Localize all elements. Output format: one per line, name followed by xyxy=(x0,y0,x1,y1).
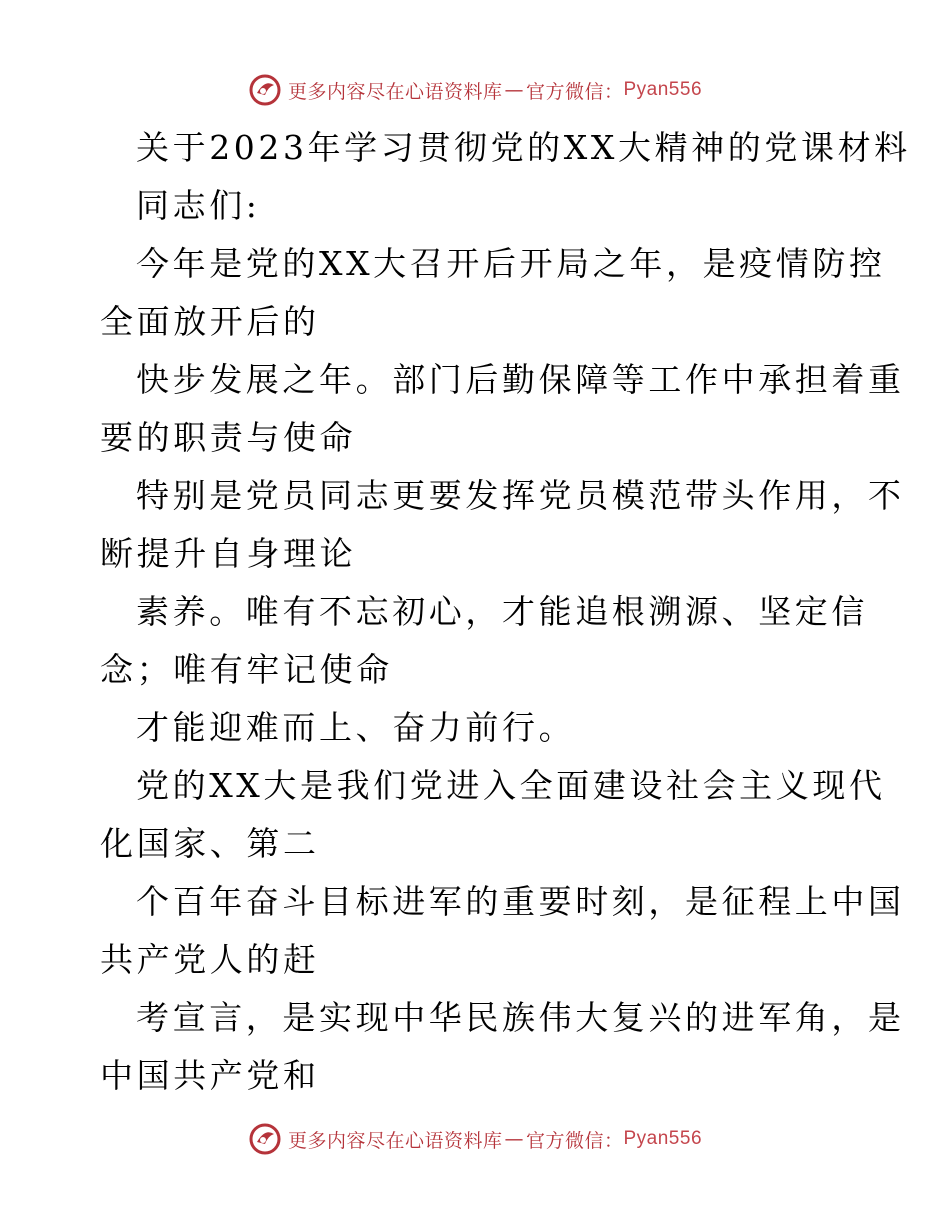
watermark-brand: 更多内容尽在心语资料库 xyxy=(287,80,503,103)
watermark-wechat-label: 官方微信： xyxy=(525,1129,624,1152)
paragraph-line: 共产党人的赶 xyxy=(100,940,320,979)
salutation: 同志们: xyxy=(136,186,261,225)
watermark-brand: 更多内容尽在心语资料库 xyxy=(287,1129,503,1152)
paragraph-line: 化国家、第二 xyxy=(100,824,320,863)
paragraph-line: 特别是党员同志更要发挥党员模范带头作用，不 xyxy=(136,476,905,515)
paragraph-line: 个百年奋斗目标进军的重要时刻，是征程上中国 xyxy=(136,882,905,921)
paragraph-line: 全面放开后的 xyxy=(100,302,320,341)
footer-watermark xyxy=(0,1121,950,1157)
paragraph-line: 要的职责与使命 xyxy=(100,418,357,457)
watermark-wechat-label: 官方微信： xyxy=(525,80,624,103)
brand-logo-icon xyxy=(248,1122,282,1156)
watermark-separator: — xyxy=(504,1128,524,1150)
paragraph-line: 素养。唯有不忘初心，才能追根溯源、坚定信 xyxy=(136,592,868,631)
paragraph-line: 念；唯有牢记使命 xyxy=(100,650,393,689)
paragraph-line: 才能迎难而上、奋力前行。 xyxy=(136,708,576,747)
paragraph-line: 党的XX大是我们党进入全面建设社会主义现代 xyxy=(136,766,886,805)
paragraph-line: 考宣言，是实现中华民族伟大复兴的进军角，是 xyxy=(136,998,905,1037)
paragraph-line: 今年是党的XX大召开后开局之年，是疫情防控 xyxy=(136,244,886,283)
watermark-account: Pyan556 xyxy=(623,79,703,100)
paragraph-line: 断提升自身理论 xyxy=(100,534,357,573)
paragraph-line: 中国共产党和 xyxy=(100,1056,320,1095)
watermark-account: Pyan556 xyxy=(623,1128,703,1149)
watermark-separator: — xyxy=(504,79,524,101)
paragraph-line: 快步发展之年。部门后勤保障等工作中承担着重 xyxy=(136,360,905,399)
document-title: 关于2023年学习贯彻党的XX大精神的党课材料 xyxy=(136,128,911,167)
